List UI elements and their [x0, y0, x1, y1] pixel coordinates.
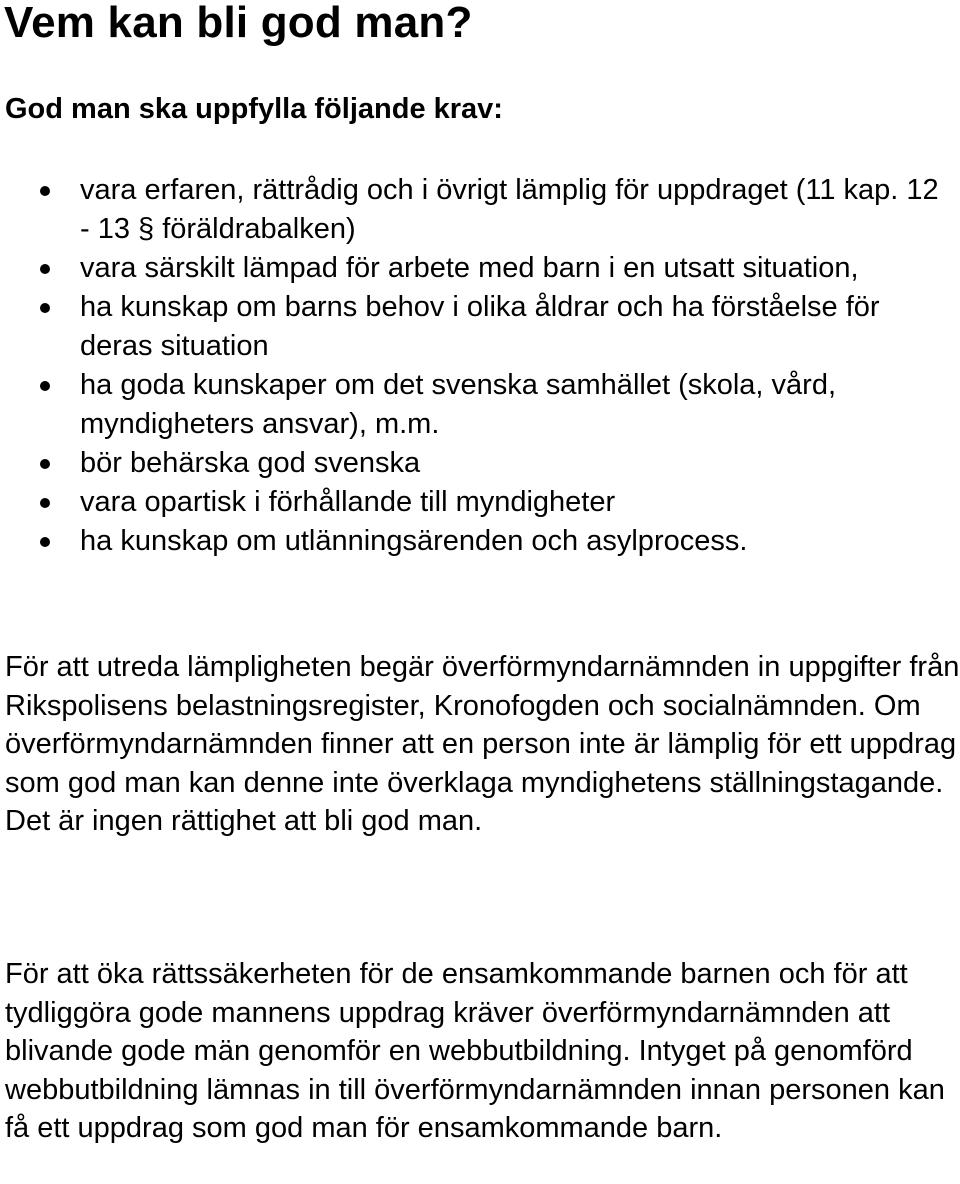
- suitability-paragraph: För att utreda lämpligheten begär överförmyndarnämnden in uppgifter från Rikspolisens belastningsregister, Kronofogden och socialnämnden. Om överförmyndarnämnden finner att en person inte är lämplig för ett uppdrag som god man kan denne inte överklaga myndighetens ställningstagande. Det är ingen rättighet att bli god man.: [5, 651, 960, 837]
- list-item: [0, 288, 960, 366]
- list-item: [0, 522, 960, 561]
- bullet-icon: [40, 537, 50, 547]
- requirement-text: bör behärska god svenska: [80, 447, 421, 479]
- requirement-text: vara särskilt lämpad för arbete med barn i en utsatt situation,: [80, 252, 859, 284]
- list-item: [0, 444, 960, 483]
- requirement-text: vara opartisk i förhållande till myndigheter: [80, 486, 616, 518]
- requirement-text: vara erfaren, rättrådig och i övrigt lämplig för uppdraget (11 kap. 12 - 13 § föräldrabalken): [80, 174, 939, 245]
- requirement-text: ha kunskap om utlänningsärenden och asylprocess.: [80, 525, 748, 557]
- bullet-icon: [40, 498, 50, 508]
- page-title: Vem kan bli god man?: [4, 0, 473, 47]
- training-paragraph: För att öka rättssäkerheten för de ensamkommande barnen och för att tydliggöra gode mannens uppdrag kräver överförmyndarnämnden att blivande gode män genomför en webbutbildning. Intyget på genomförd webbutbildning lämnas in till överförmyndarnämnden innan personen kan få ett uppdrag som god man för ensamkommande barn.: [5, 958, 945, 1144]
- bullet-icon: [40, 264, 50, 274]
- list-item: [0, 483, 960, 522]
- requirement-text: ha kunskap om barns behov i olika åldrar och ha förståelse för deras situation: [80, 291, 880, 362]
- requirement-text: ha goda kunskaper om det svenska samhället (skola, vård, myndigheters ansvar), m.m.: [80, 369, 837, 440]
- list-item: [0, 171, 960, 249]
- bullet-icon: [40, 381, 50, 391]
- bullet-icon: [40, 303, 50, 313]
- bullet-icon: [40, 186, 50, 196]
- bullet-icon: [40, 459, 50, 469]
- requirements-heading: God man ska uppfylla följande krav:: [5, 93, 503, 125]
- requirements-list: [0, 171, 960, 561]
- list-item: [0, 249, 960, 288]
- list-item: [0, 366, 960, 444]
